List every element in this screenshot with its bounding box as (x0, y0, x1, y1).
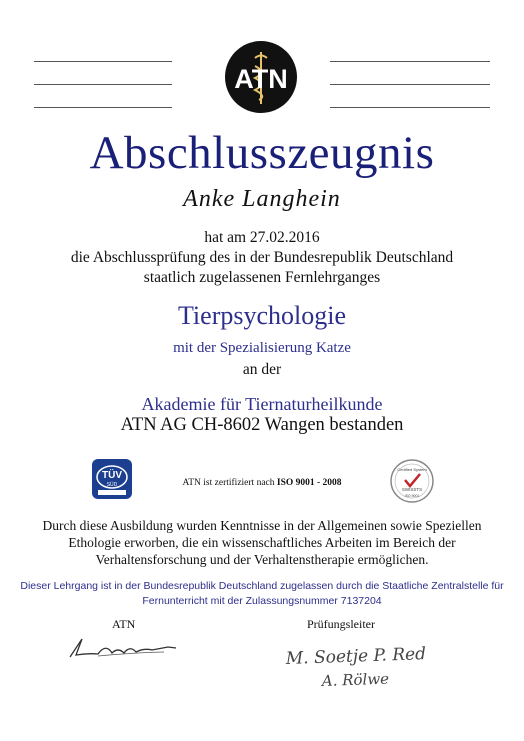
description-line-1: Durch diese Ausbildung wurden Kenntnisse in der Allgemeinen sowie Speziellen (42, 518, 482, 533)
signature-right (282, 642, 432, 692)
description-paragraph (0, 517, 524, 568)
exam-line-3: staatlich zugelassenen Fernlehrganges (143, 269, 381, 286)
recipient-name: Anke Langhein (183, 186, 341, 212)
exam-line-2: die Abschlussprüfung des in der Bundesrepublik Deutschland (70, 249, 454, 266)
certification-text (0, 478, 524, 488)
course-specialization: mit der Spezialisierung Katze (173, 340, 351, 356)
description-line-3: Verhaltensforschung und der Verhaltenstherapie ermöglichen. (95, 552, 429, 567)
svg-text:ATN: ATN (234, 64, 288, 94)
academy-name: Akademie für Tiernaturheilkunde (141, 394, 383, 414)
signature-label-pruefungsleiter: Prüfungsleiter (307, 617, 375, 631)
certification-prefix: ATN ist zertifiziert nach (182, 478, 275, 488)
course-at: an der (242, 361, 282, 378)
header-rule-right-3 (330, 107, 490, 108)
header-rule-right-1 (330, 61, 490, 62)
swissts-logo (389, 458, 435, 504)
svg-text:SWISSTS: SWISSTS (401, 487, 423, 492)
caduceus-icon (224, 40, 298, 114)
signature-label-atn: ATN (112, 617, 136, 631)
certification-standard: ISO 9001 - 2008 (276, 478, 342, 488)
exam-date-line: hat am 27.02.2016 (204, 229, 320, 246)
certificate-title: Abschlusszeugnis (89, 127, 435, 179)
description-line-2: Ethologie erworben, die ein wissenschaftliches Arbeiten im Bereich der (68, 535, 456, 550)
course-title: Tierpsychologie (177, 301, 347, 330)
approval-line-1: Dieser Lehrgang ist in der Bundesrepublik Deutschland zugelassen durch die Staatliche Zentralstelle für (20, 580, 504, 592)
svg-text:Certified System: Certified System (397, 467, 427, 472)
academy-address: ATN AG CH-8602 Wangen bestanden (120, 415, 404, 435)
svg-text:M. Soetje P. Red: M. Soetje P. Red (285, 644, 427, 669)
signature-left (68, 633, 178, 661)
header-rule-left-2 (34, 84, 172, 85)
svg-text:TÜV: TÜV (102, 470, 122, 481)
header-rule-left-1 (34, 61, 172, 62)
atn-logo (224, 40, 298, 114)
svg-text:SÜD: SÜD (106, 482, 118, 488)
svg-text:A. Rölwe: A. Rölwe (321, 669, 390, 690)
header-rule-right-2 (330, 84, 490, 85)
svg-text:ISO 9001: ISO 9001 (404, 494, 420, 498)
approval-note (0, 579, 524, 609)
approval-line-2: Fernunterricht mit der Zulassungsnummer 7137204 (142, 595, 382, 607)
header-rule-left-3 (34, 107, 172, 108)
